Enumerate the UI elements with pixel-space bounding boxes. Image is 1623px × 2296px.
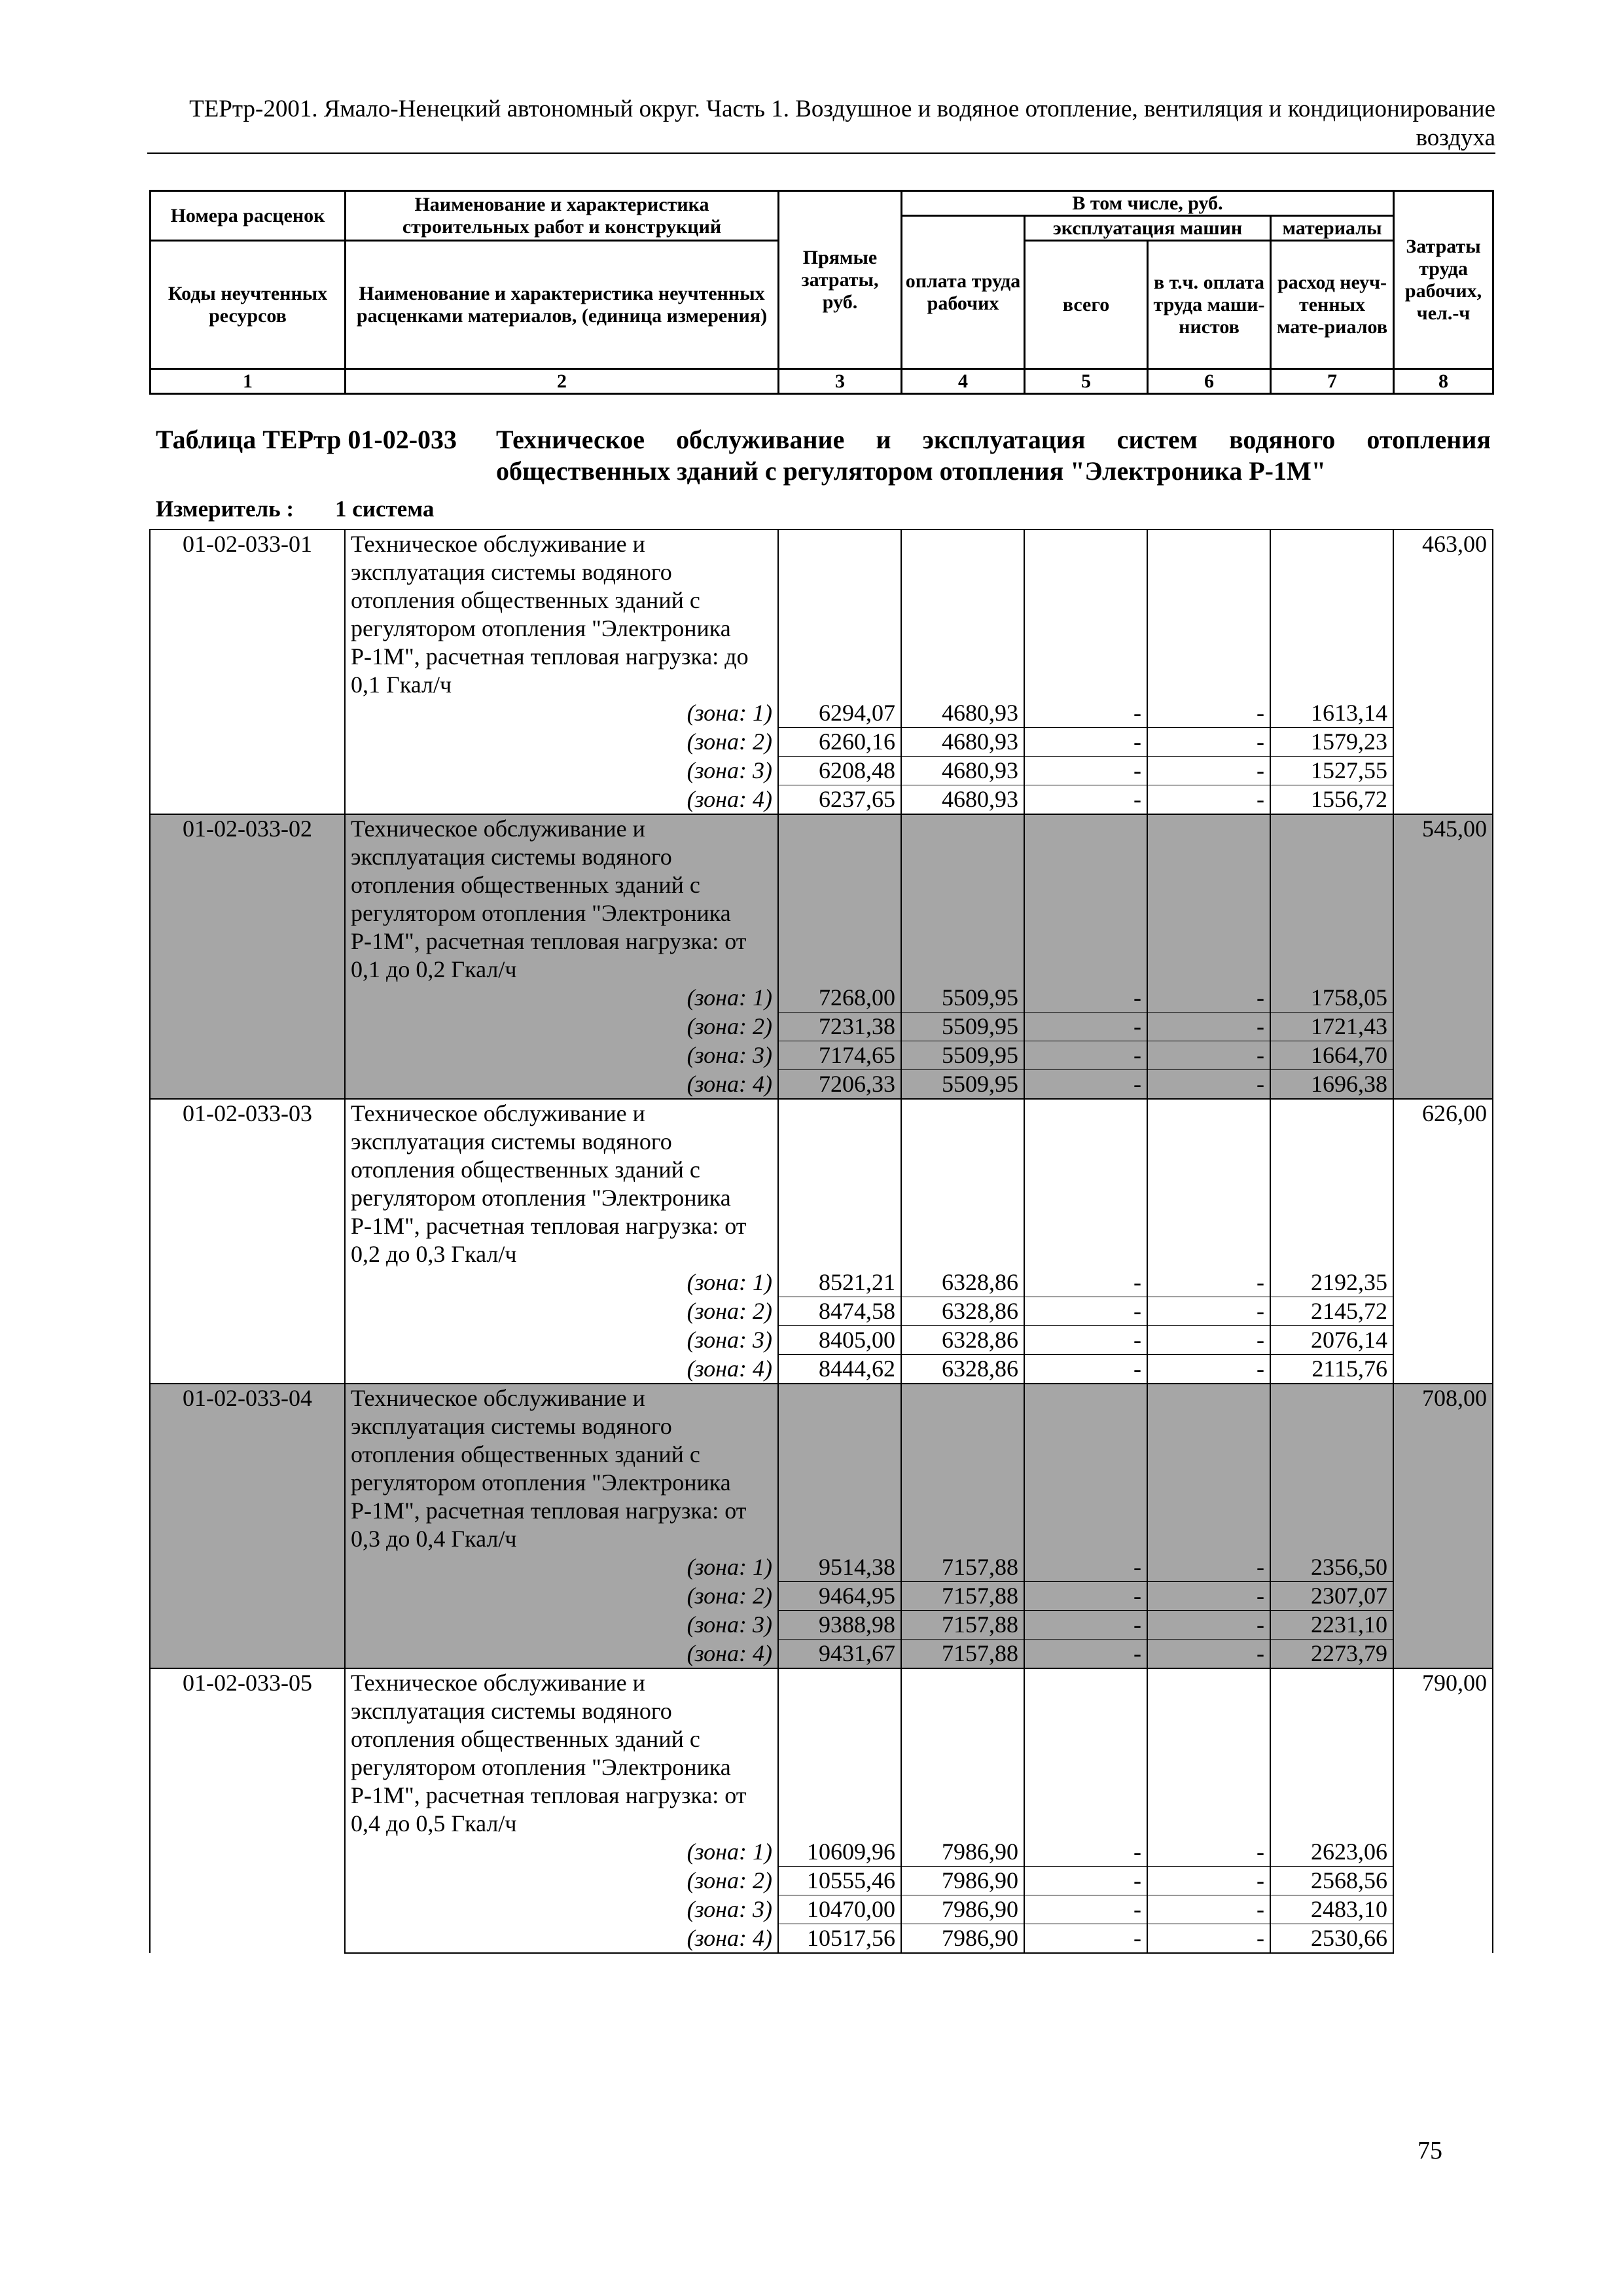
zone-label: (зона: 1) [345, 1838, 778, 1867]
machine-ops-total: - [1024, 728, 1147, 757]
direct-costs: 8521,21 [778, 1268, 901, 1297]
col-number: 1 [151, 369, 346, 394]
labor-pay: 7157,88 [901, 1611, 1024, 1640]
zone-row [150, 1640, 1493, 1669]
machine-ops-total: - [1024, 1611, 1147, 1640]
zone-label: (зона: 3) [345, 757, 778, 785]
labor-costs: 708,00 [1393, 1384, 1493, 1668]
rate-description: Техническое обслуживание и эксплуатация системы водяного отопления общественных зданий с регулятором отопления "Электроника Р-1М", расчетная тепловая нагрузка: от 0,2 до 0,3 Гкал/ч [345, 1099, 778, 1268]
machinist-pay: - [1147, 1867, 1270, 1895]
materials: 2307,07 [1270, 1582, 1393, 1611]
zone-label: (зона: 3) [345, 1895, 778, 1924]
zone-label: (зона: 2) [345, 1013, 778, 1041]
col-number: 2 [346, 369, 779, 394]
machine-ops-total: - [1024, 1070, 1147, 1100]
zone-label: (зона: 4) [345, 1355, 778, 1384]
machine-ops-total: - [1024, 1268, 1147, 1297]
hdr-including: В том числе, руб. [902, 191, 1394, 216]
zone-row [150, 984, 1493, 1013]
machinist-pay: - [1147, 699, 1270, 728]
direct-costs: 10555,46 [778, 1867, 901, 1895]
zone-row [150, 1895, 1493, 1924]
zone-label: (зона: 1) [345, 699, 778, 728]
machine-ops-total: - [1024, 1867, 1147, 1895]
rate-row [150, 1384, 1493, 1553]
rate-description: Техническое обслуживание и эксплуатация системы водяного отопления общественных зданий с регулятором отопления "Электроника Р-1М", расчетная тепловая нагрузка: от 0,3 до 0,4 Гкал/ч [345, 1384, 778, 1553]
zone-row [150, 1013, 1493, 1041]
machinist-pay: - [1147, 1582, 1270, 1611]
labor-pay: 7157,88 [901, 1553, 1024, 1582]
machine-ops-total: - [1024, 1553, 1147, 1582]
zone-row [150, 1041, 1493, 1070]
machinist-pay: - [1147, 1924, 1270, 1954]
zone-label: (зона: 4) [345, 785, 778, 815]
labor-pay: 4680,93 [901, 728, 1024, 757]
zone-label: (зона: 2) [345, 728, 778, 757]
machinist-pay: - [1147, 1355, 1270, 1384]
direct-costs: 7231,38 [778, 1013, 901, 1041]
rate-code: 01-02-033-04 [150, 1384, 345, 1668]
rate-code: 01-02-033-02 [150, 814, 345, 1099]
labor-costs: 626,00 [1393, 1099, 1493, 1384]
direct-costs: 9388,98 [778, 1611, 901, 1640]
machinist-pay: - [1147, 1895, 1270, 1924]
labor-pay: 7986,90 [901, 1867, 1024, 1895]
machinist-pay: - [1147, 1070, 1270, 1100]
zone-label: (зона: 3) [345, 1041, 778, 1070]
materials: 2231,10 [1270, 1611, 1393, 1640]
materials: 2568,56 [1270, 1867, 1393, 1895]
col-number: 5 [1025, 369, 1148, 394]
materials: 2076,14 [1270, 1326, 1393, 1355]
labor-costs: 463,00 [1393, 529, 1493, 814]
machinist-pay: - [1147, 1297, 1270, 1326]
machinist-pay: - [1147, 1640, 1270, 1669]
rate-code: 01-02-033-05 [150, 1668, 345, 1953]
meter-value: 1 система [335, 496, 435, 522]
labor-pay: 5509,95 [901, 1013, 1024, 1041]
zone-label: (зона: 1) [345, 1268, 778, 1297]
machine-ops-total: - [1024, 1041, 1147, 1070]
direct-costs: 8405,00 [778, 1326, 901, 1355]
zone-row [150, 699, 1493, 728]
labor-pay: 6328,86 [901, 1326, 1024, 1355]
zone-label: (зона: 1) [345, 1553, 778, 1582]
rate-description: Техническое обслуживание и эксплуатация системы водяного отопления общественных зданий с регулятором отопления "Электроника Р-1М", расчетная тепловая нагрузка: от 0,4 до 0,5 Гкал/ч [345, 1668, 778, 1838]
zone-label: (зона: 4) [345, 1924, 778, 1954]
hdr-unaccounted-materials: расход неуч-тенных мате-риалов [1271, 241, 1394, 369]
materials: 1527,55 [1270, 757, 1393, 785]
labor-pay: 5509,95 [901, 1070, 1024, 1100]
machinist-pay: - [1147, 1326, 1270, 1355]
zone-row [150, 1582, 1493, 1611]
materials: 1579,23 [1270, 728, 1393, 757]
zone-row [150, 785, 1493, 815]
labor-costs: 790,00 [1393, 1668, 1493, 1953]
materials: 1613,14 [1270, 699, 1393, 728]
rate-row [150, 529, 1493, 699]
hdr-total: всего [1025, 241, 1148, 369]
hdr-machine-ops: эксплуатация машин [1025, 216, 1271, 241]
labor-pay: 6328,86 [901, 1297, 1024, 1326]
column-header-table [149, 190, 1494, 395]
machinist-pay: - [1147, 757, 1270, 785]
machine-ops-total: - [1024, 1895, 1147, 1924]
machine-ops-total: - [1024, 984, 1147, 1013]
zone-row [150, 1553, 1493, 1582]
hdr-work-name: Наименование и характеристика строительных работ и конструкций [346, 191, 779, 241]
table-title-text: Техническое обслуживание и эксплуатация систем водяного отопления общественных зданий с регулятором отопления "Электроника Р-1М" [496, 425, 1491, 486]
direct-costs: 10470,00 [778, 1895, 901, 1924]
col-number: 8 [1394, 369, 1493, 394]
materials: 2483,10 [1270, 1895, 1393, 1924]
labor-pay: 7986,90 [901, 1924, 1024, 1954]
direct-costs: 7268,00 [778, 984, 901, 1013]
machine-ops-total: - [1024, 1326, 1147, 1355]
rate-row [150, 1668, 1493, 1838]
labor-pay: 4680,93 [901, 757, 1024, 785]
materials: 2145,72 [1270, 1297, 1393, 1326]
page-number: 75 [1418, 2137, 1442, 2164]
rate-row [150, 1099, 1493, 1268]
machine-ops-total: - [1024, 1013, 1147, 1041]
running-head: ТЕРтр-2001. Ямало-Ненецкий автономный округ. Часть 1. Воздушное и водяное отопление, вентиляция и кондиционирование воздуха [147, 95, 1495, 154]
zone-label: (зона: 2) [345, 1582, 778, 1611]
zone-label: (зона: 4) [345, 1070, 778, 1100]
machinist-pay: - [1147, 785, 1270, 815]
materials: 1696,38 [1270, 1070, 1393, 1100]
hdr-labor-pay: оплата труда рабочих [902, 216, 1025, 369]
hdr-rate-numbers: Номера расценок [151, 191, 346, 241]
machinist-pay: - [1147, 1013, 1270, 1041]
zone-row [150, 1924, 1493, 1954]
table-title-label: Таблица ТЕРтр 01-02-033 [156, 425, 457, 454]
materials: 2623,06 [1270, 1838, 1393, 1867]
zone-row [150, 1326, 1493, 1355]
zone-label: (зона: 2) [345, 1297, 778, 1326]
direct-costs: 6294,07 [778, 699, 901, 728]
meter [156, 496, 435, 522]
materials: 1556,72 [1270, 785, 1393, 815]
materials: 2356,50 [1270, 1553, 1393, 1582]
hdr-material-names: Наименование и характеристика неучтенных расценками материалов, (единица измерения) [346, 241, 779, 369]
direct-costs: 8474,58 [778, 1297, 901, 1326]
col-number: 7 [1271, 369, 1394, 394]
labor-pay: 6328,86 [901, 1268, 1024, 1297]
materials: 1758,05 [1270, 984, 1393, 1013]
col-number: 3 [779, 369, 902, 394]
col-number: 6 [1148, 369, 1271, 394]
labor-pay: 7986,90 [901, 1895, 1024, 1924]
zone-label: (зона: 3) [345, 1326, 778, 1355]
materials: 1664,70 [1270, 1041, 1393, 1070]
direct-costs: 10609,96 [778, 1838, 901, 1867]
labor-pay: 7157,88 [901, 1582, 1024, 1611]
materials: 2273,79 [1270, 1640, 1393, 1669]
rate-row [150, 814, 1493, 984]
zone-row [150, 728, 1493, 757]
zone-label: (зона: 4) [345, 1640, 778, 1669]
machine-ops-total: - [1024, 785, 1147, 815]
machine-ops-total: - [1024, 757, 1147, 785]
machine-ops-total: - [1024, 1838, 1147, 1867]
materials: 2115,76 [1270, 1355, 1393, 1384]
zone-label: (зона: 1) [345, 984, 778, 1013]
labor-pay: 6328,86 [901, 1355, 1024, 1384]
direct-costs: 6208,48 [778, 757, 901, 785]
machinist-pay: - [1147, 1268, 1270, 1297]
direct-costs: 6237,65 [778, 785, 901, 815]
machinist-pay: - [1147, 1553, 1270, 1582]
direct-costs: 6260,16 [778, 728, 901, 757]
machine-ops-total: - [1024, 699, 1147, 728]
machine-ops-total: - [1024, 1355, 1147, 1384]
materials: 2530,66 [1270, 1924, 1393, 1954]
hdr-labor-costs: Затраты труда рабочих, чел.-ч [1394, 191, 1493, 369]
rate-description: Техническое обслуживание и эксплуатация системы водяного отопления общественных зданий с регулятором отопления "Электроника Р-1М", расчетная тепловая нагрузка: от 0,1 до 0,2 Гкал/ч [345, 814, 778, 984]
direct-costs: 8444,62 [778, 1355, 901, 1384]
zone-row [150, 1867, 1493, 1895]
zone-label: (зона: 2) [345, 1867, 778, 1895]
rate-code: 01-02-033-01 [150, 529, 345, 814]
labor-pay: 5509,95 [901, 984, 1024, 1013]
labor-pay: 4680,93 [901, 785, 1024, 815]
machine-ops-total: - [1024, 1297, 1147, 1326]
zone-row [150, 1355, 1493, 1384]
machinist-pay: - [1147, 1041, 1270, 1070]
machinist-pay: - [1147, 1611, 1270, 1640]
rates-table [149, 529, 1493, 1954]
machine-ops-total: - [1024, 1640, 1147, 1669]
direct-costs: 7174,65 [778, 1041, 901, 1070]
materials: 1721,43 [1270, 1013, 1393, 1041]
hdr-direct-costs: Прямые затраты, руб. [779, 191, 902, 369]
materials: 2192,35 [1270, 1268, 1393, 1297]
machine-ops-total: - [1024, 1582, 1147, 1611]
direct-costs: 9514,38 [778, 1553, 901, 1582]
labor-pay: 7157,88 [901, 1640, 1024, 1669]
hdr-incl-machinist-pay: в т.ч. оплата труда маши-нистов [1148, 241, 1271, 369]
rate-code: 01-02-033-03 [150, 1099, 345, 1384]
zone-row [150, 1838, 1493, 1867]
zone-row [150, 757, 1493, 785]
zone-row [150, 1268, 1493, 1297]
zone-label: (зона: 3) [345, 1611, 778, 1640]
zone-row [150, 1611, 1493, 1640]
hdr-materials: материалы [1271, 216, 1394, 241]
direct-costs: 9464,95 [778, 1582, 901, 1611]
direct-costs: 9431,67 [778, 1640, 901, 1669]
zone-row [150, 1297, 1493, 1326]
machinist-pay: - [1147, 1838, 1270, 1867]
labor-costs: 545,00 [1393, 814, 1493, 1099]
labor-pay: 4680,93 [901, 699, 1024, 728]
hdr-resource-codes: Коды неучтенных ресурсов [151, 241, 346, 369]
machine-ops-total: - [1024, 1924, 1147, 1954]
machinist-pay: - [1147, 728, 1270, 757]
col-number: 4 [902, 369, 1025, 394]
direct-costs: 10517,56 [778, 1924, 901, 1954]
labor-pay: 7986,90 [901, 1838, 1024, 1867]
labor-pay: 5509,95 [901, 1041, 1024, 1070]
machinist-pay: - [1147, 984, 1270, 1013]
rate-description: Техническое обслуживание и эксплуатация системы водяного отопления общественных зданий с регулятором отопления "Электроника Р-1М", расчетная тепловая нагрузка: до 0,1 Гкал/ч [345, 529, 778, 699]
zone-row [150, 1070, 1493, 1100]
meter-label: Измеритель : [156, 496, 294, 522]
direct-costs: 7206,33 [778, 1070, 901, 1100]
